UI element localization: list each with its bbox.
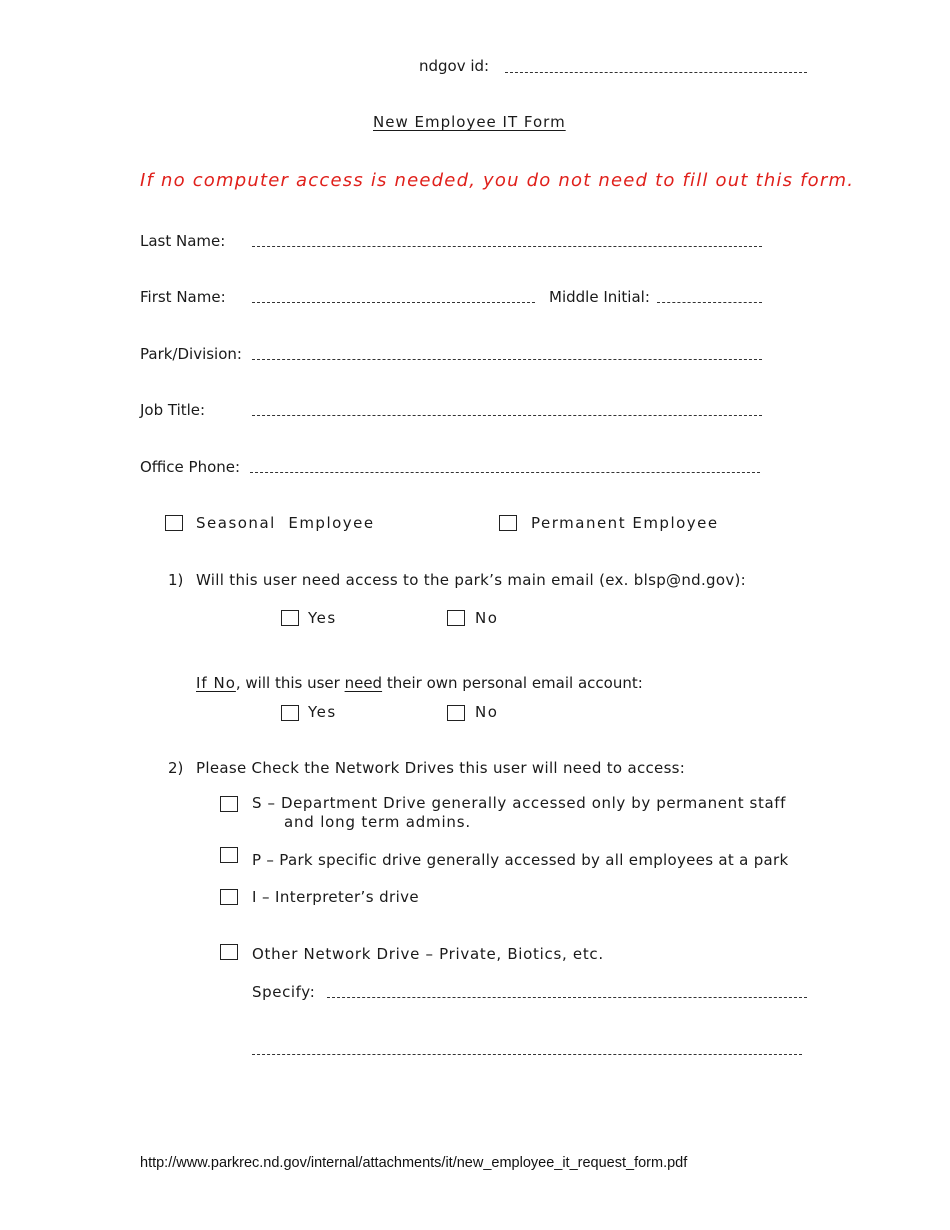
followup-mid: , will this user <box>235 674 345 692</box>
office-phone-field[interactable] <box>250 472 760 473</box>
q1-followup-yes-checkbox[interactable] <box>281 705 299 721</box>
footer-url[interactable]: http://www.parkrec.nd.gov/internal/attachments/it/new_employee_it_request_form.pdf <box>140 1155 688 1171</box>
drive-s-checkbox[interactable] <box>220 796 238 812</box>
drive-s-label-line1: S – Department Drive generally accessed only by permanent staff <box>252 794 787 812</box>
q1-followup-yes-label: Yes <box>308 703 337 721</box>
job-title-label: Job Title: <box>140 401 206 419</box>
last-name-label: Last Name: <box>140 232 226 250</box>
seasonal-checkbox[interactable] <box>165 515 183 531</box>
drive-i-label: I – Interpreter’s drive <box>252 888 420 906</box>
middle-initial-field[interactable] <box>657 302 762 303</box>
q1-followup-no-checkbox[interactable] <box>447 705 465 721</box>
drive-i-checkbox[interactable] <box>220 889 238 905</box>
q1-text: Will this user need access to the park’s main email (ex. blsp@nd.gov): <box>196 571 747 589</box>
drive-p-checkbox[interactable] <box>220 847 238 863</box>
q1-no-label: No <box>475 609 499 627</box>
specify-label: Specify: <box>252 983 316 1001</box>
ndgov-id-label: ndgov id: <box>419 57 490 75</box>
drive-s-label-line2: and long term admins. <box>284 813 471 831</box>
specify-field-line2[interactable] <box>252 1054 802 1055</box>
first-name-label: First Name: <box>140 288 226 306</box>
middle-initial-label: Middle Initial: <box>549 288 650 306</box>
park-division-label: Park/Division: <box>140 345 242 363</box>
last-name-field[interactable] <box>252 246 762 247</box>
q1-no-checkbox[interactable] <box>447 610 465 626</box>
seasonal-label: Seasonal Employee <box>196 514 375 532</box>
ndgov-id-field[interactable] <box>505 72 807 73</box>
q2-text: Please Check the Network Drives this user will need to access: <box>196 759 686 777</box>
permanent-label: Permanent Employee <box>531 514 719 532</box>
drive-p-label: P – Park specific drive generally accessed by all employees at a park <box>252 851 789 869</box>
q1-followup-no-label: No <box>475 703 499 721</box>
first-name-field[interactable] <box>252 302 535 303</box>
q2-number: 2) <box>168 759 184 777</box>
job-title-field[interactable] <box>252 415 762 416</box>
q1-followup-text <box>196 674 643 692</box>
if-no-text: If No <box>196 674 236 692</box>
followup-rest: their own personal email account: <box>382 674 643 692</box>
permanent-checkbox[interactable] <box>499 515 517 531</box>
warning-text: If no computer access is needed, you do not need to fill out this form. <box>140 170 855 191</box>
q1-yes-label: Yes <box>308 609 337 627</box>
form-title: New Employee IT Form <box>373 113 566 131</box>
q1-yes-checkbox[interactable] <box>281 610 299 626</box>
drive-other-label: Other Network Drive – Private, Biotics, etc. <box>252 945 604 963</box>
need-text: need <box>344 674 383 692</box>
drive-other-checkbox[interactable] <box>220 944 238 960</box>
specify-field[interactable] <box>327 997 807 998</box>
park-division-field[interactable] <box>252 359 762 360</box>
office-phone-label: Office Phone: <box>140 458 241 476</box>
q1-number: 1) <box>168 571 184 589</box>
